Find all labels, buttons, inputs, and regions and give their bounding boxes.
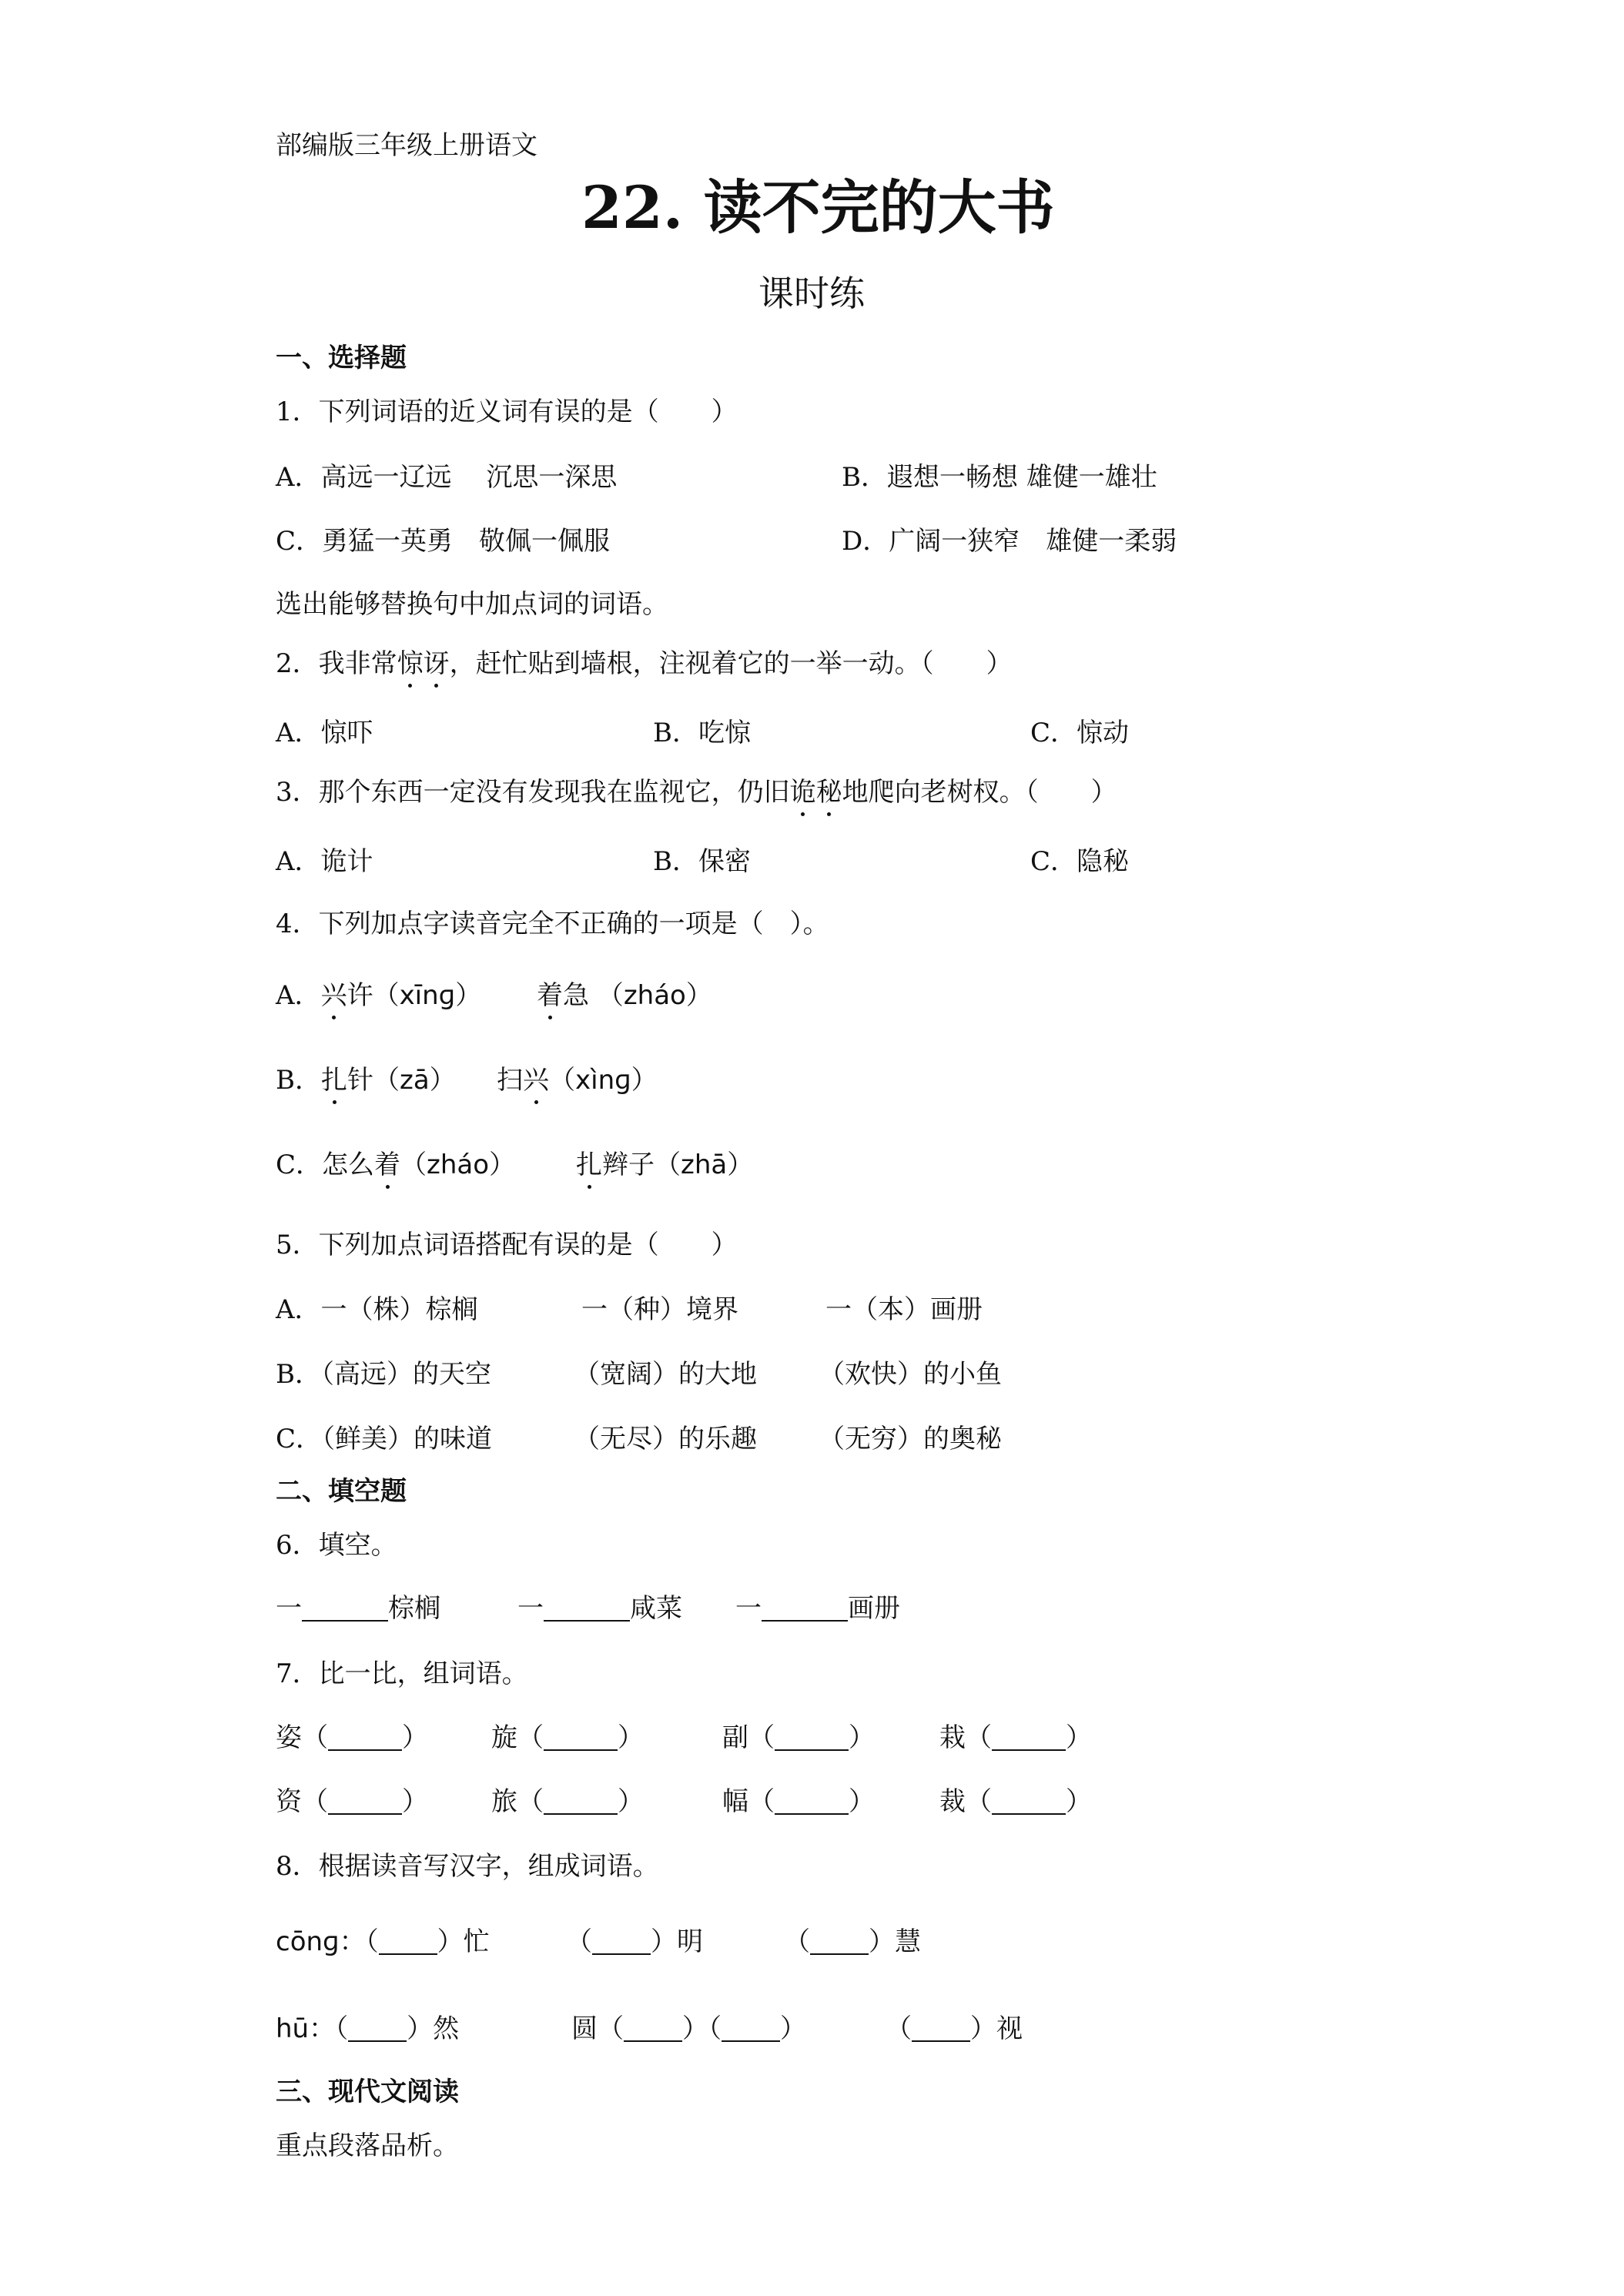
dotted-char: 兴 (523, 1065, 549, 1096)
option-letter: B． (276, 1065, 321, 1096)
pinyin-text: zā (400, 1065, 430, 1096)
open-paren: （ (517, 1722, 544, 1753)
prefix-text: 一 (517, 1593, 544, 1624)
q5-option-b-part3: （欢快）的小鱼 (819, 1359, 1002, 1390)
q5-option-b-part2: （宽阔）的大地 (574, 1359, 757, 1390)
dotted-char: 扎 (321, 1065, 347, 1096)
word-text: 急 （ (563, 980, 624, 1011)
q3-stem-start: 3．那个东西一定没有发现我在监视它，仍旧 (276, 777, 790, 808)
close-paren: ） (407, 2013, 434, 2044)
section-heading-fill: 二、填空题 (276, 1476, 407, 1507)
answer-blank[interactable] (328, 1790, 402, 1815)
q3-option-c[interactable]: C．隐秘 (1030, 846, 1130, 877)
answer-blank[interactable] (379, 1930, 437, 1955)
answer-blank[interactable] (328, 1726, 402, 1751)
close-paren: ） (618, 1786, 644, 1817)
pinyin-text: xìnɡ (575, 1065, 631, 1096)
pinyin-text: xīnɡ (399, 980, 456, 1011)
close-paren: ） (685, 980, 712, 1011)
item-word: 棕榈 (388, 1593, 440, 1624)
question-6-stem: 6．填空。 (276, 1530, 397, 1561)
close-paren: ） (437, 1926, 464, 1957)
q8-row2-item3 (886, 2013, 1023, 2044)
character: 旅 (491, 1786, 517, 1817)
q3-option-a[interactable]: A．诡计 (276, 846, 373, 877)
answer-blank[interactable] (544, 1790, 618, 1815)
answer-blank[interactable] (912, 2017, 970, 2042)
colon: ： (309, 2013, 336, 2044)
word-text: 许（ (347, 980, 400, 1011)
character: 旋 (491, 1722, 517, 1753)
open-paren: （ (302, 1722, 328, 1753)
open-paren: （ (748, 1722, 775, 1753)
option-letter: C．怎么 (276, 1150, 375, 1180)
answer-blank[interactable] (348, 2017, 407, 2042)
word-text: 针（ (347, 1065, 400, 1096)
open-paren: （ (966, 1786, 992, 1817)
prefix-text: 一 (735, 1593, 762, 1624)
q4-option-c[interactable] (276, 1152, 515, 1178)
character: 幅 (722, 1786, 748, 1817)
q2-dotted-char-1: 惊 (397, 648, 424, 679)
word-text: 视 (996, 2013, 1023, 2044)
answer-blank[interactable] (775, 1790, 849, 1815)
close-paren: ） (489, 1150, 516, 1180)
q3-dotted-char-1: 诡 (789, 777, 816, 808)
section-heading-choice: 一、选择题 (276, 343, 407, 373)
q5-option-a-part3: 一（本）画册 (825, 1294, 983, 1325)
word-text: 慧 (895, 1926, 921, 1957)
word-text: 扫 (497, 1065, 523, 1096)
q6-item-2 (517, 1595, 682, 1622)
question-5-stem: 5．下列加点词语搭配有误的是（ ） (276, 1230, 738, 1260)
open-paren: （ (549, 1065, 575, 1096)
q4-option-c-second[interactable] (576, 1152, 753, 1178)
close-paren: ） (970, 2013, 996, 2044)
q8-row2-item2 (571, 2013, 806, 2044)
open-paren: （ (335, 2013, 349, 2044)
close-paren: ） (618, 1722, 644, 1753)
q1-option-d[interactable]: D．广阔一狭窄 雄健一柔弱 (842, 526, 1177, 557)
close-paren: ） (455, 980, 482, 1011)
open-paren: （ (886, 2013, 912, 2044)
open-paren: （ (784, 1926, 810, 1957)
q6-item-1 (276, 1595, 440, 1622)
close-paren: ） (869, 1926, 895, 1957)
q7-row2-item4 (939, 1786, 1092, 1817)
close-paren: ） (727, 1150, 754, 1180)
character: 裁 (939, 1786, 966, 1817)
close-paren: ） (402, 1786, 428, 1817)
q8-row1-item1 (276, 1926, 490, 1957)
answer-blank[interactable] (992, 1726, 1066, 1751)
q1-option-c[interactable]: C．勇猛一英勇 敬佩一佩服 (276, 526, 611, 557)
q7-row1-item3 (722, 1722, 875, 1753)
q6-item-3 (735, 1595, 900, 1622)
q2-stem-end: ，赶忙贴到墙根，注视着它的一举一动。（ ） (449, 648, 1013, 679)
q7-row1-item1 (276, 1722, 428, 1753)
word-text: 然 (433, 2013, 460, 2044)
close-paren: ） (780, 2013, 806, 2044)
q4-option-b[interactable] (276, 1065, 456, 1096)
q2-option-b[interactable]: B．吃惊 (653, 718, 751, 748)
answer-blank[interactable] (810, 1930, 869, 1955)
open-paren: （ (517, 1786, 544, 1817)
pinyin-text: zháo (427, 1150, 490, 1180)
question-1-stem: 1．下列词语的近义词有误的是（ ） (276, 397, 738, 427)
dotted-char: 兴 (320, 980, 347, 1011)
q7-row2-item1 (276, 1786, 428, 1817)
section-instruction: 选出能够替换句中加点词的词语。 (276, 589, 668, 620)
q1-option-b[interactable]: B．遐想一畅想 雄健一雄壮 (842, 462, 1157, 493)
reading-intro: 重点段落品析。 (276, 2130, 459, 2161)
dotted-char: 着 (374, 1150, 401, 1180)
character: 栽 (939, 1722, 966, 1753)
series-label: 部编版三年级上册语文 (276, 130, 537, 161)
item-word: 画册 (848, 1593, 900, 1624)
item-word: 咸菜 (630, 1593, 682, 1624)
page-title: 22. 读不完的大书 (581, 173, 1055, 242)
q8-row1-item2 (566, 1926, 703, 1957)
open-paren: （ (708, 2013, 722, 2044)
q7-row2-item3 (722, 1786, 875, 1817)
character: 姿 (276, 1722, 302, 1753)
close-paren: ） (402, 1722, 428, 1753)
pinyin-text: zháo (623, 980, 686, 1011)
question-3-stem (276, 777, 1117, 808)
q5-option-c-part2: （无尽）的乐趣 (574, 1424, 757, 1454)
dotted-char: 扎 (576, 1150, 602, 1180)
word-text: 明 (677, 1926, 703, 1957)
question-2-stem (276, 648, 1013, 679)
word-text: 辫子（ (602, 1150, 681, 1180)
open-paren: （ (365, 1926, 379, 1957)
answer-blank[interactable] (624, 2017, 682, 2042)
close-paren: ） (682, 2013, 708, 2044)
colon: ： (339, 1926, 366, 1957)
section-heading-reading: 三、现代文阅读 (276, 2077, 459, 2107)
close-paren: ） (1066, 1786, 1092, 1817)
q5-option-a-part2: 一（种）境界 (581, 1294, 738, 1325)
dotted-char: 着 (537, 980, 563, 1011)
open-paren: （ (966, 1722, 992, 1753)
question-4-stem: 4．下列加点字读音完全不正确的一项是（ ）。 (276, 909, 829, 939)
pinyin-text: zhā (681, 1150, 728, 1180)
close-paren: ） (651, 1926, 677, 1957)
q7-row2-item2 (491, 1786, 644, 1817)
q5-option-c-part1[interactable]: C．（鲜美）的味道 (276, 1424, 493, 1454)
open-paren: （ (748, 1786, 775, 1817)
word-text: 忙 (463, 1926, 490, 1957)
answer-blank[interactable] (722, 2017, 780, 2042)
q3-stem-end: 地爬向老树杈。（ ） (842, 777, 1117, 808)
q3-option-b[interactable]: B．保密 (653, 846, 751, 877)
q2-stem-start: 2．我非常 (276, 648, 397, 679)
pinyin-text: hū (276, 2013, 310, 2044)
pinyin-text: cōnɡ (276, 1926, 340, 1957)
answer-blank[interactable] (992, 1790, 1066, 1815)
prefix-text: 一 (276, 1593, 302, 1624)
question-7-stem: 7．比一比，组词语。 (276, 1658, 528, 1689)
close-paren: ） (849, 1786, 875, 1817)
q5-option-c-part3: （无穷）的奥秘 (819, 1424, 1002, 1454)
question-8-stem: 8．根据读音写汉字，组成词语。 (276, 1851, 659, 1882)
option-letter: A． (276, 980, 321, 1011)
answer-blank[interactable] (544, 1597, 630, 1622)
character: 副 (722, 1722, 748, 1753)
q5-option-a-part1[interactable]: A．一（株）棕榈 (276, 1294, 478, 1325)
q2-option-c[interactable]: C．惊动 (1030, 718, 1130, 748)
page-subtitle: 课时练 (758, 273, 865, 314)
answer-blank[interactable] (592, 1930, 651, 1955)
open-paren: （ (598, 2013, 624, 2044)
open-paren: （ (400, 1150, 427, 1180)
open-paren: （ (302, 1786, 328, 1817)
q7-row1-item4 (939, 1722, 1092, 1753)
answer-blank[interactable] (762, 1597, 848, 1622)
q7-row1-item2 (491, 1722, 644, 1753)
q3-dotted-char-2: 秘 (815, 777, 842, 808)
q4-option-b-second[interactable] (497, 1065, 658, 1096)
answer-blank[interactable] (544, 1726, 618, 1751)
q2-option-a[interactable]: A．惊吓 (276, 718, 373, 748)
close-paren: ） (1066, 1722, 1092, 1753)
q4-option-a-second[interactable] (537, 982, 712, 1009)
close-paren: ） (849, 1722, 875, 1753)
character: 资 (276, 1786, 302, 1817)
q8-row1-item3 (784, 1926, 921, 1957)
word-text: 圆 (571, 2013, 598, 2044)
answer-blank[interactable] (775, 1726, 849, 1751)
q1-option-a[interactable]: A．高远一辽远 沉思一深思 (276, 462, 618, 493)
close-paren: ） (429, 1065, 456, 1096)
open-paren: （ (566, 1926, 592, 1957)
answer-blank[interactable] (302, 1597, 388, 1622)
q5-option-b-part1[interactable]: B．（高远）的天空 (276, 1359, 491, 1390)
q2-dotted-char-2: 讶 (423, 648, 450, 679)
q8-row2-item1 (276, 2013, 460, 2044)
q4-option-a[interactable] (276, 982, 481, 1009)
close-paren: ） (631, 1065, 658, 1096)
